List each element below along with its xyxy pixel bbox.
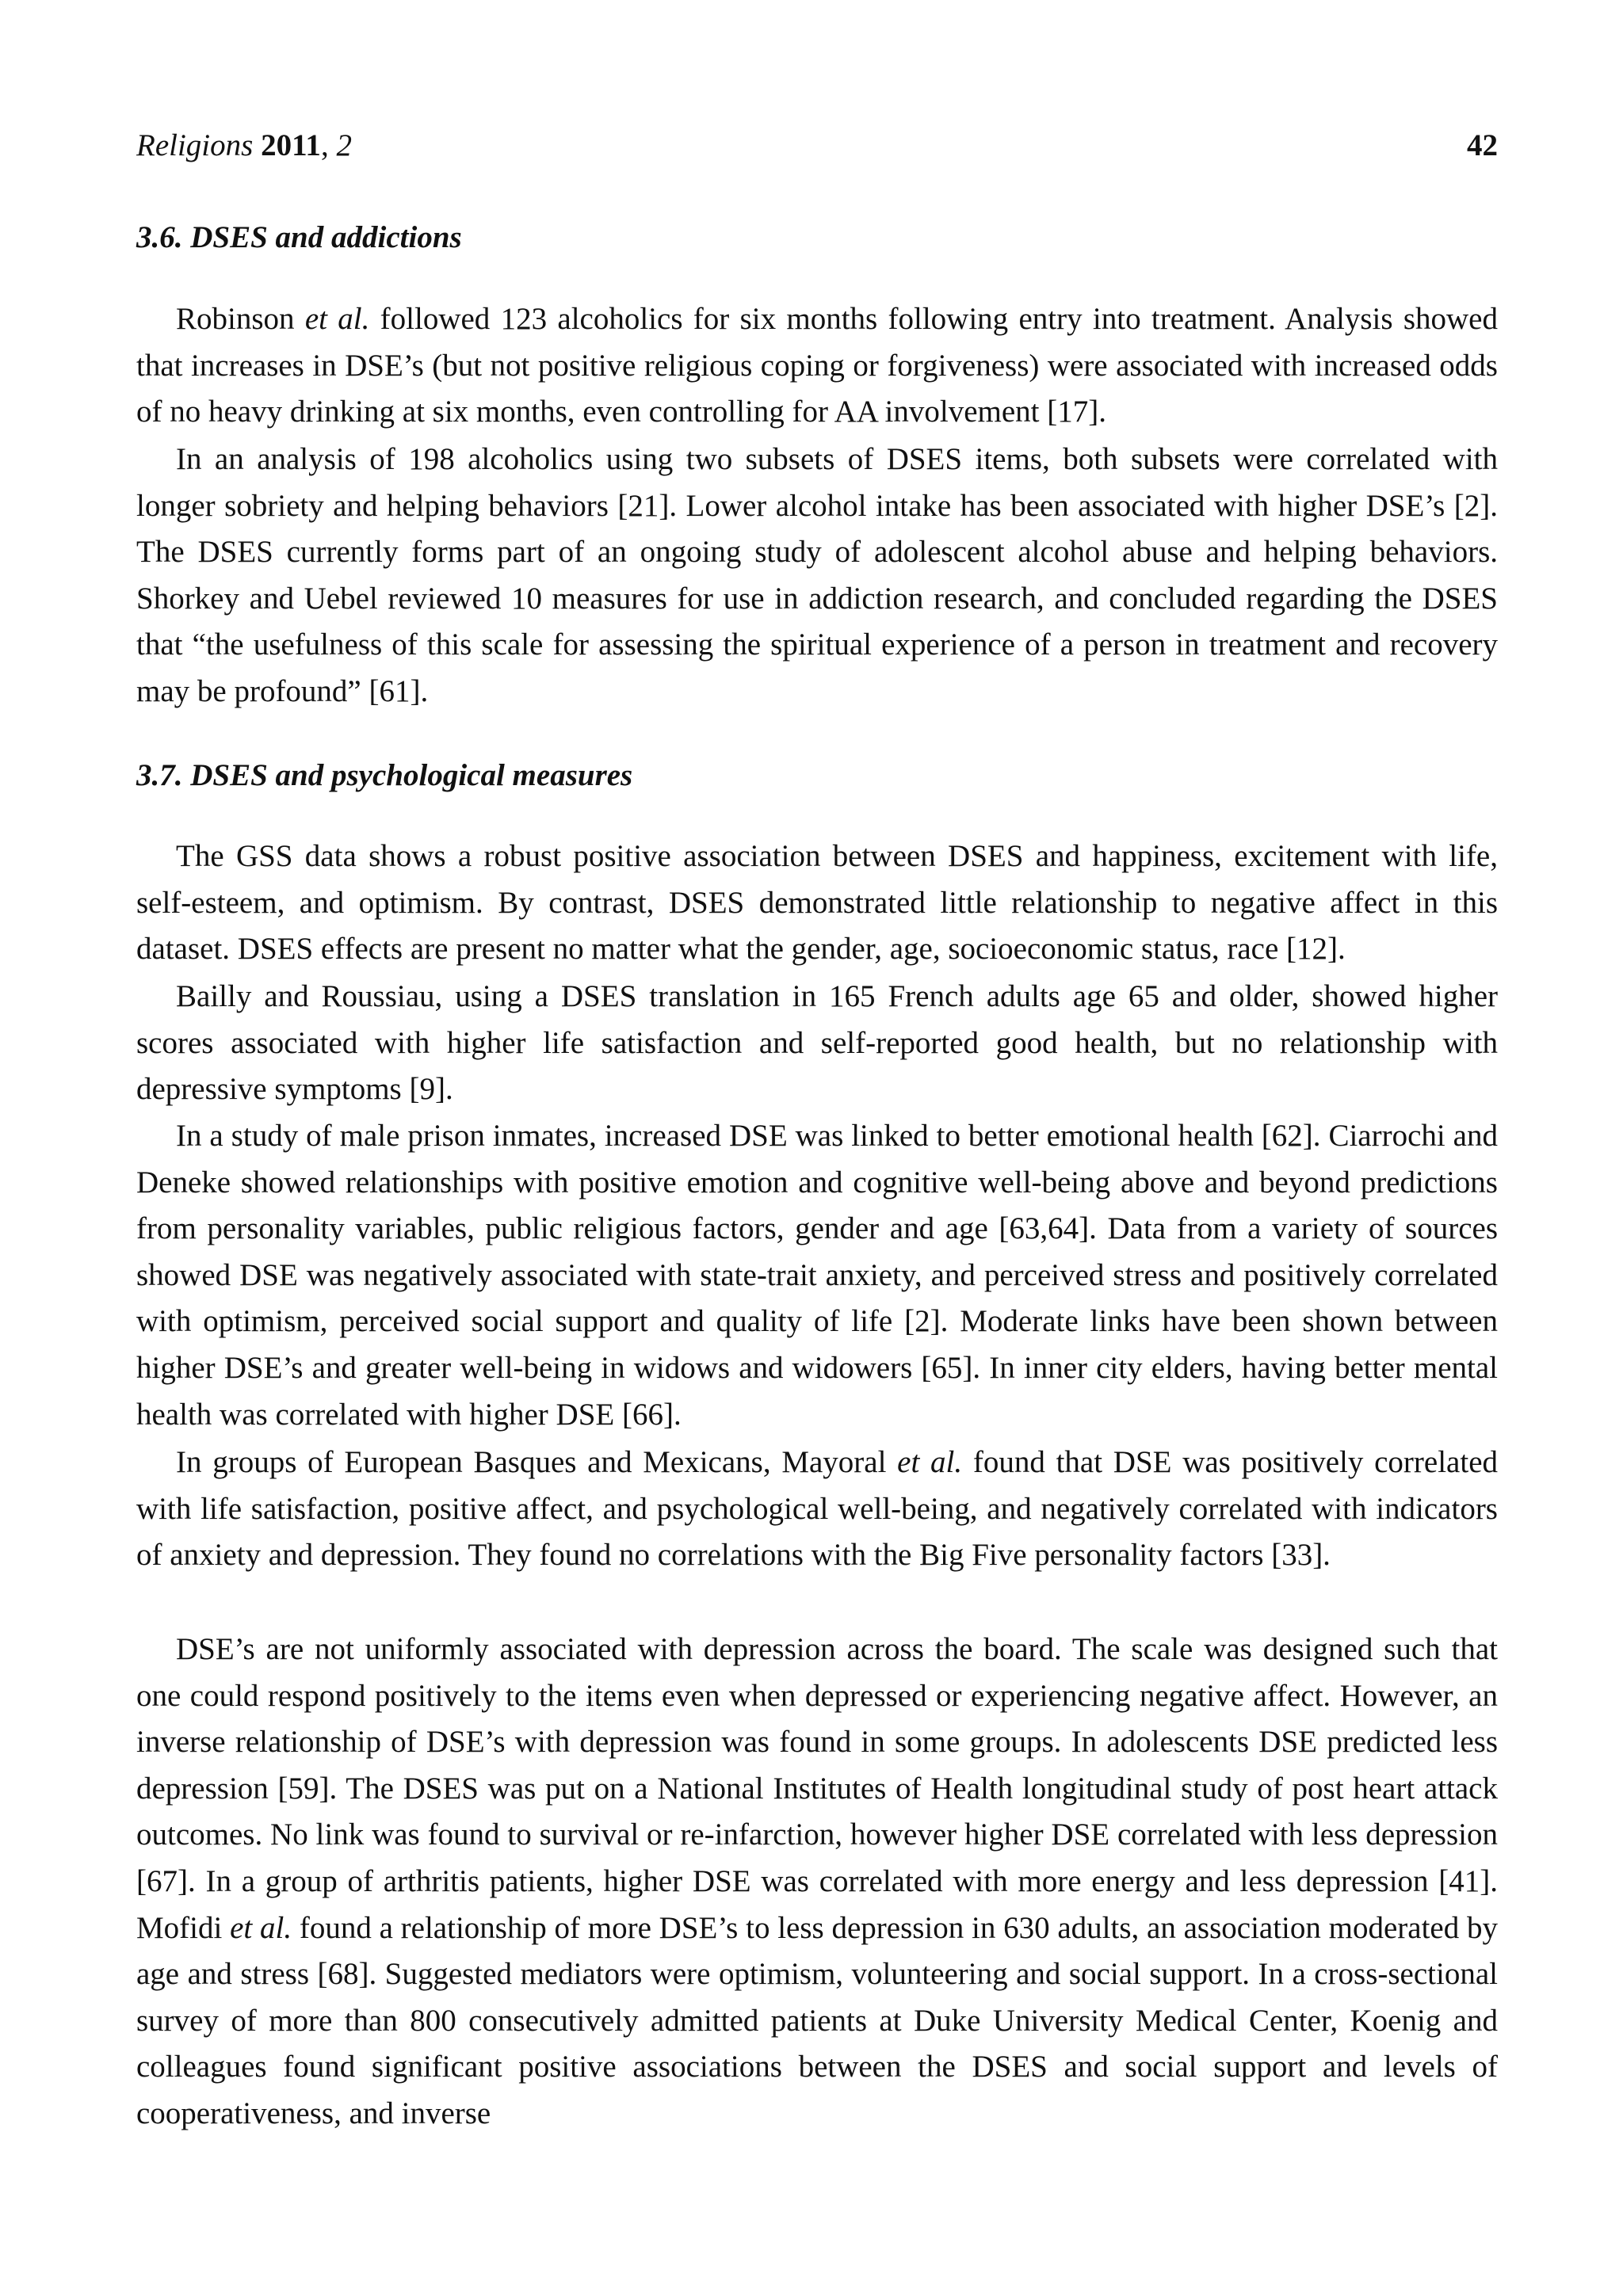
text-run: In a study of male prison inmates, increased DSE was linked to better emotional health [62]. Ciarrochi and Deneke showed relationships with positive emotion and cognitive well-being above and beyond predictions from personality variables, public religious factors, gender and age [63,64]. Data from a variety of sources showed DSE was negatively associated with state-trait anxiety, and perceived stress and positively correlated with optimism, perceived social support and quality of life [2]. Moderate links have been shown between higher DSE’s and greater well-being in widows and widowers [65]. In inner city elders, having better mental health was correlated with higher DSE [66].	[136, 1119, 1498, 1432]
text-run: found that DSE was positively correlated with life satisfaction, positive affect, and psychological well-being, and negatively correlated with indicators of anxiety and depression. They found no correlations with the Big Five personality factors [33].	[136, 1445, 1499, 1573]
text-run: In an analysis of 198 alcoholics using two subsets of DSES items, both subsets were correlated with longer sobriety and helping behaviors [21]. Lower alcohol intake has been associated with higher DSE’s [2]. The DSES currently forms part of an ongoing study of adolescent alcohol abuse and helping behaviors. Shorkey and Uebel reviewed 10 measures for use in addiction research, and concluded regarding the DSES that “the usefulness of this scale for assessing the spiritual experience of a person in treatment and recovery may be profound” [61].	[136, 442, 1498, 708]
text-run: DSE’s are not uniformly associated with depression across the board. The scale was designed such that one could respond positively to the items even when depressed or experiencing negative affect. However, an inverse relationship of DSE’s with depression was found in some groups. In adolescents DSE predicted less depression [59]. The DSES was put on a National Institutes of Health longitudinal study of post heart attack outcomes. No link was found to survival or re-infarction, however higher DSE correlated with less depression [67]. In a group of arthritis patients, higher DSE was correlated with more energy and less depression [41]. Mofidi	[136, 1632, 1498, 1945]
paragraph	[136, 1627, 1498, 2138]
paragraph	[136, 833, 1498, 973]
text-run: Bailly and Roussiau, using a DSES translation in 165 French adults age 65 and older, showed higher scores associated with higher life satisfaction and self-reported good health, but no relationship with depressive symptoms [9].	[136, 979, 1498, 1107]
text-run: The GSS data shows a robust positive association between DSES and happiness, excitement with life, self-esteem, and optimism. By contrast, DSES demonstrated little relationship to negative affect in this dataset. DSES effects are present no matter what the gender, age, socioeconomic status, race [12].	[136, 839, 1498, 967]
journal-name: Religions	[136, 128, 254, 162]
paragraph	[136, 296, 1498, 436]
italic-citation: et al.	[897, 1445, 963, 1479]
section-heading-psychological: 3.7. DSES and psychological measures	[136, 758, 633, 792]
paragraph	[136, 437, 1498, 715]
running-header	[136, 124, 1498, 168]
journal-volume: 2	[336, 128, 352, 162]
journal-citation: Religions 2011, 2	[136, 128, 352, 162]
text-run: followed 123 alcoholics for six months following entry into treatment. Analysis showed that increases in DSE’s (but not positive religious coping or forgiveness) were associated with increased odds of no heavy drinking at six months, even controlling for AA involvement [17].	[136, 302, 1498, 429]
paragraph	[136, 1113, 1498, 1438]
text-run: Robinson	[176, 302, 305, 336]
paragraph	[136, 974, 1498, 1113]
text-run: found a relationship of more DSE’s to less depression in 630 adults, an association moderated by age and stress [68]. Suggested mediators were optimism, volunteering and social support. In a cross-sectional survey of more than 800 consecutively admitted patients at Duke University Medical Center, Koenig and colleagues found significant positive associations between the DSES and social support and levels of cooperativeness, and inverse	[136, 1910, 1498, 2130]
page-number: 42	[1467, 128, 1498, 162]
section-heading-addictions: 3.6. DSES and addictions	[136, 220, 462, 254]
journal-year: 2011	[261, 128, 321, 162]
paragraph	[136, 1440, 1498, 1579]
italic-citation: et al.	[230, 1910, 292, 1945]
italic-citation: et al.	[304, 302, 370, 336]
text-run: In groups of European Basques and Mexicans, Mayoral	[176, 1445, 898, 1479]
